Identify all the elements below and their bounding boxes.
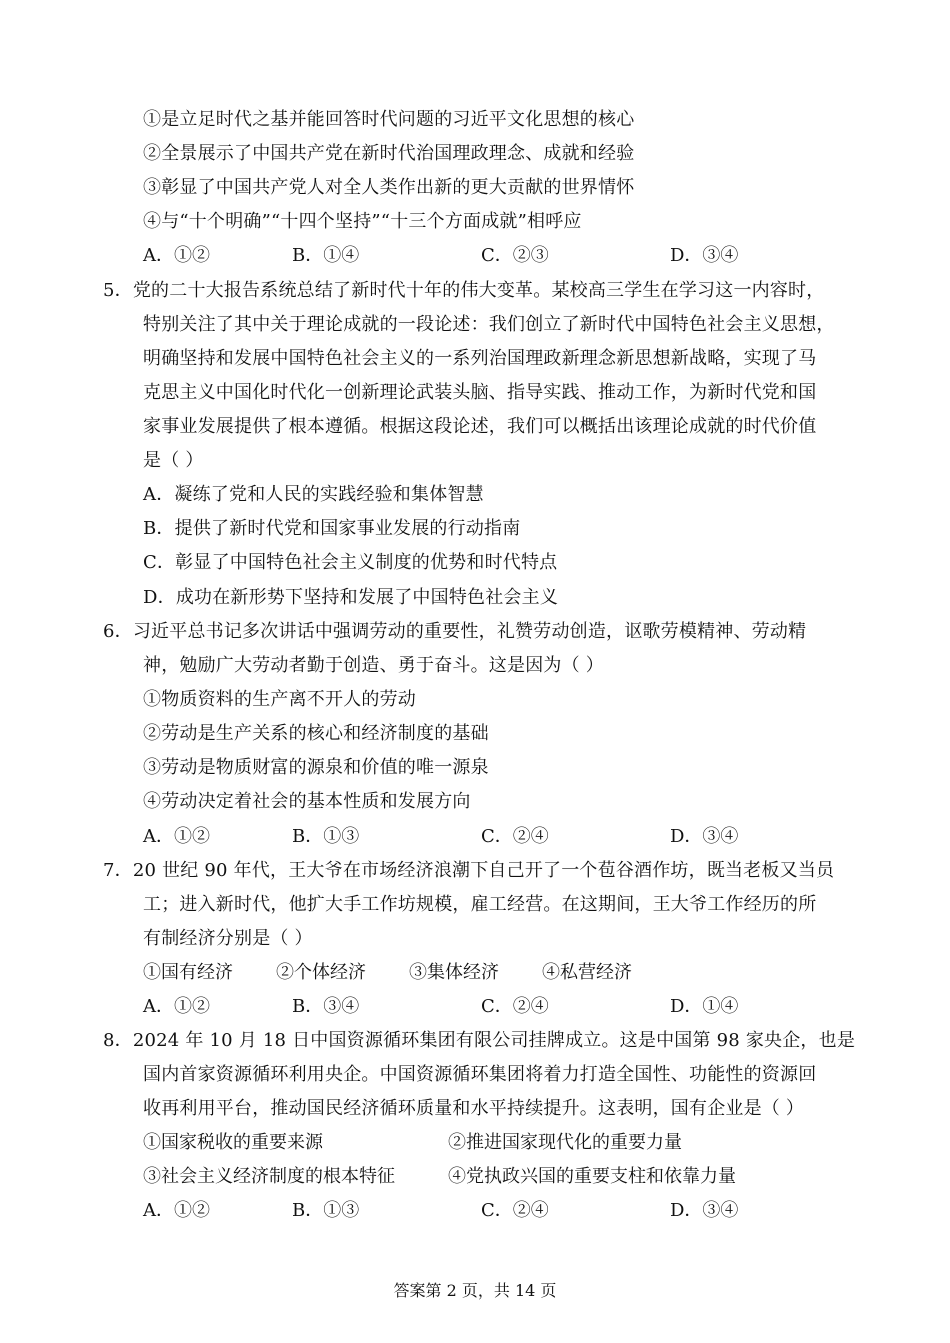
q4-item-3: ③彰显了中国共产党人对全人类作出新的更大贡献的世界情怀 [143, 177, 635, 198]
q6-item-1: ①物质资料的生产离不开人的劳动 [143, 689, 416, 710]
q8-option-d: D．③④ [670, 1200, 739, 1221]
q5-stem-line-6: 是（ ） [143, 450, 204, 471]
q7-option-d: D．①④ [670, 996, 739, 1017]
q4-option-c: C．②③ [481, 245, 549, 266]
q8-stem-line-1: 8．2024 年 10 月 18 日中国资源循环集团有限公司挂牌成立。这是中国第 98 家央企，也是 [103, 1030, 856, 1051]
q7-stem-line-2: 工；进入新时代，他扩大手工作坊规模，雇工经营。在这期间，王大爷工作经历的所 [143, 894, 817, 915]
q7-option-c: C．②④ [481, 996, 549, 1017]
q8-stem-line-2: 国内首家资源循环利用央企。中国资源循环集团将着力打造全国性、功能性的资源回 [143, 1064, 817, 1085]
q6-option-d: D．③④ [670, 826, 739, 847]
q7-stem-line-3: 有制经济分别是（ ） [143, 928, 313, 949]
q6-option-a: A．①② [143, 826, 210, 847]
q5-stem-line-2: 特别关注了其中关于理论成就的一段论述：我们创立了新时代中国特色社会主义思想， [143, 314, 835, 335]
q6-item-3: ③劳动是物质财富的源泉和价值的唯一源泉 [143, 757, 489, 778]
q4-option-d: D．③④ [670, 245, 739, 266]
q4-item-4: ④与“十个明确”“十四个坚持”“十三个方面成就”相呼应 [143, 211, 582, 232]
q6-option-b: B．①③ [292, 826, 360, 847]
q8-option-a: A．①② [143, 1200, 210, 1221]
q7-item-1: ①国有经济 [143, 962, 233, 983]
q8-stem-line-3: 收再利用平台，推动国民经济循环质量和水平持续提升。这表明，国有企业是（ ） [143, 1098, 805, 1119]
q7-stem-line-1: 7．20 世纪 90 年代，王大爷在市场经济浪潮下自己开了一个苞谷酒作坊，既当老板又当员 [103, 860, 835, 881]
q7-option-b: B．③④ [292, 996, 360, 1017]
q4-item-2: ②全景展示了中国共产党在新时代治国理政理念、成就和经验 [143, 143, 635, 164]
q6-item-2: ②劳动是生产关系的核心和经济制度的基础 [143, 723, 489, 744]
q8-item-3: ③社会主义经济制度的根本特征 [143, 1166, 395, 1187]
q6-stem-line-2: 神，勉励广大劳动者勤于创造、勇于奋斗。这是因为（ ） [143, 655, 604, 676]
q5-choice-c: C．彰显了中国特色社会主义制度的优势和时代特点 [143, 552, 558, 573]
q5-stem-line-4: 克思主义中国化时代化一创新理论武装头脑、指导实践、推动工作，为新时代党和国 [143, 382, 817, 403]
page-footer: 答案第 2 页，共 14 页 [393, 1281, 557, 1300]
q7-option-a: A．①② [143, 996, 210, 1017]
q6-stem-line-1: 6．习近平总书记多次讲话中强调劳动的重要性，礼赞劳动创造，讴歌劳模精神、劳动精 [103, 621, 807, 642]
q5-choice-b: B．提供了新时代党和国家事业发展的行动指南 [143, 518, 521, 539]
q5-choice-a: A．凝练了党和人民的实践经验和集体智慧 [143, 484, 484, 505]
q7-item-2: ②个体经济 [276, 962, 366, 983]
q8-option-b: B．①③ [292, 1200, 360, 1221]
q7-item-3: ③集体经济 [409, 962, 499, 983]
q6-option-c: C．②④ [481, 826, 549, 847]
q4-item-1: ①是立足时代之基并能回答时代问题的习近平文化思想的核心 [143, 109, 635, 130]
q5-choice-d: D．成功在新形势下坚持和发展了中国特色社会主义 [143, 587, 559, 608]
q5-stem-line-5: 家事业发展提供了根本遵循。根据这段论述，我们可以概括出该理论成就的时代价值 [143, 416, 817, 437]
q8-item-4: ④党执政兴国的重要支柱和依靠力量 [448, 1166, 736, 1187]
q7-item-4: ④私营经济 [542, 962, 632, 983]
q8-item-2: ②推进国家现代化的重要力量 [448, 1132, 682, 1153]
q8-item-1: ①国家税收的重要来源 [143, 1132, 323, 1153]
q4-option-a: A．①② [143, 245, 210, 266]
q8-option-c: C．②④ [481, 1200, 549, 1221]
q5-stem-line-3: 明确坚持和发展中国特色社会主义的一系列治国理政新理念新思想新战略，实现了马 [143, 348, 817, 369]
q5-stem-line-1: 5．党的二十大报告系统总结了新时代十年的伟大变革。某校高三学生在学习这一内容时， [103, 280, 825, 301]
q4-option-b: B．①④ [292, 245, 360, 266]
q6-item-4: ④劳动决定着社会的基本性质和发展方向 [143, 791, 471, 812]
